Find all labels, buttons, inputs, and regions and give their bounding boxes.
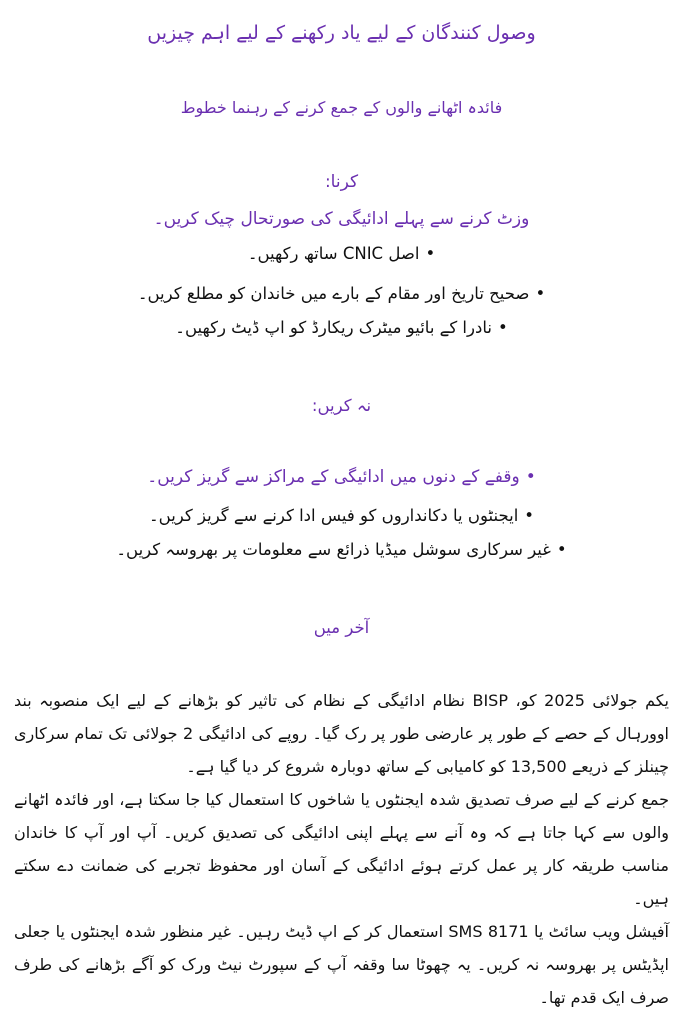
dont-list-item xyxy=(0,466,683,487)
page-subtitle: فائدہ اٹھانے والوں کے جمع کرنے کے رہنما خطوط xyxy=(180,98,503,117)
dont-item-1: • ایجنٹوں یا دکانداروں کو فیس ادا کرنے سے گریز کریں۔ xyxy=(149,506,534,525)
do-heading: کرنا: xyxy=(324,172,359,192)
do-item-2: • صحیح تاریخ اور مقام کے بارے میں خاندان کو مطلع کریں۔ xyxy=(138,284,545,303)
do-list-item xyxy=(0,318,683,337)
conclusion-paragraph-3: آفیشل ویب سائٹ یا SMS 8171 استعمال کر کے اپ ڈیٹ رہیں۔ غیر منظور شدہ ایجنٹوں یا جعلی اپڈیٹس پر بھروسہ نہ کریں۔ یہ چھوٹا سا وقفہ آپ کے سپورٹ نیٹ ورک کو آگے بڑھانے کی طرف صرف ایک قدم تھا۔ xyxy=(14,922,669,1007)
do-item-1: • اصل CNIC ساتھ رکھیں۔ xyxy=(248,244,435,263)
conclusion-paragraph-1: یکم جولائی 2025 کو، BISP نظام ادائیگی کے نظام کی تاثیر کو بڑھانے کے لیے ایک منصوبہ بند اوورہال کے حصے کے طور پر عارضی طور پر رک گیا۔ روپے کی ادائیگی 2 جولائی تک تمام سرکاری چینلز کے ذریعے 13,500 کو کامیابی کے ساتھ دوبارہ شروع کر دیا گیا ہے۔ xyxy=(14,691,670,776)
conclusion-heading: آخر میں xyxy=(313,618,370,637)
page-title: وصول کنندگان کے لیے یاد رکھنے کے لیے اہم چیزیں xyxy=(147,22,536,44)
do-lead-text: وزٹ کرنے سے پہلے ادائیگی کی صورتحال چیک کریں۔ xyxy=(153,209,530,229)
do-list-item xyxy=(0,284,683,303)
conclusion-paragraph-2: جمع کرنے کے لیے صرف تصدیق شدہ ایجنٹوں یا شاخوں کا استعمال کیا جا سکتا ہے، اور فائدہ اٹھانے والوں سے کہا جاتا ہے کہ وہ آنے سے پہلے اپنی ادائیگی کی تصدیق کریں۔ آپ اور آپ کا خاندان مناسب طریقہ کار پر عمل کرتے ہوئے ادائیگی کے آسان اور محفوظ تجربے کی ضمانت دے سکتے ہیں۔ xyxy=(14,790,669,908)
dont-item-2: • غیر سرکاری سوشل میڈیا ذرائع سے معلومات پر بھروسہ کریں۔ xyxy=(116,540,566,559)
dont-heading: نہ کریں: xyxy=(311,396,372,415)
dont-lead-text: • وقفے کے دنوں میں ادائیگی کے مراکز سے گریز کریں۔ xyxy=(147,467,535,487)
do-item-3: • نادرا کے بائیو میٹرک ریکارڈ کو اپ ڈیٹ رکھیں۔ xyxy=(175,318,507,337)
dont-list-item xyxy=(0,540,683,559)
do-list-item xyxy=(0,244,683,263)
conclusion-body xyxy=(14,684,669,1014)
dont-list-item xyxy=(0,506,683,525)
